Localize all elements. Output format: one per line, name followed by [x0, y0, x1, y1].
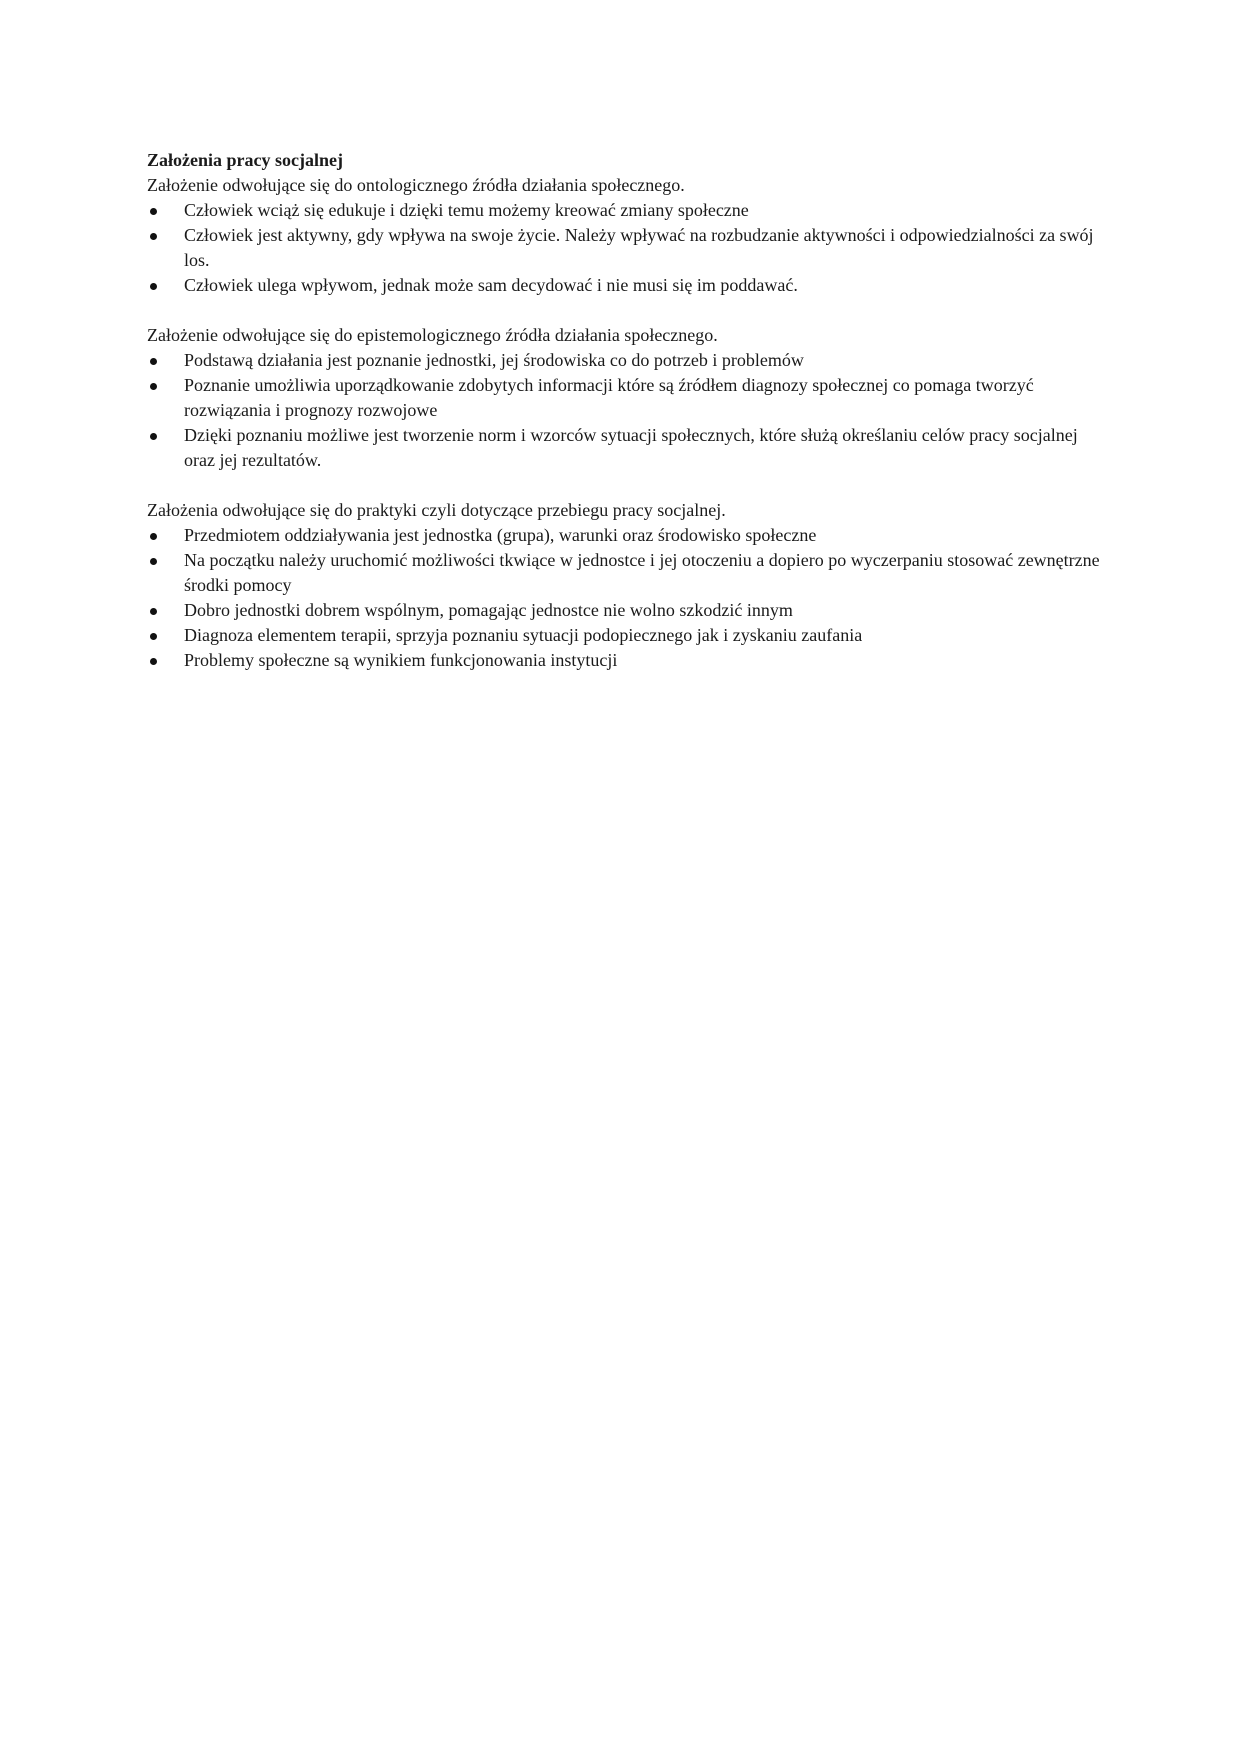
- bullet-icon: [150, 633, 157, 640]
- list-item-text: Człowiek ulega wpływom, jednak może sam decydować i nie musi się im poddawać.: [184, 275, 798, 295]
- list-item-text: Dobro jednostki dobrem wspólnym, pomagając jednostce nie wolno szkodzić innym: [184, 600, 793, 620]
- section-intro: Założenie odwołujące się do ontologicznego źródła działania społecznego.: [147, 175, 685, 195]
- list-item-text: Przedmiotem oddziaływania jest jednostka (grupa), warunki oraz środowisko społeczne: [184, 525, 817, 545]
- list-item-text: Dzięki poznaniu możliwe jest tworzenie norm i wzorców sytuacji społecznych, które służą określaniu celów pracy socjalnej oraz jej rezultatów.: [184, 425, 1078, 470]
- list-item-text: Diagnoza elementem terapii, sprzyja poznaniu sytuacji podopiecznego jak i zyskaniu zaufania: [184, 625, 863, 645]
- bullet-icon: [150, 533, 157, 540]
- list-item: [147, 423, 1107, 473]
- document-page: [147, 148, 1107, 698]
- list-item-text: Problemy społeczne są wynikiem funkcjonowania instytucji: [184, 650, 618, 670]
- list-item: [147, 223, 1107, 273]
- bullet-list: [147, 198, 1107, 298]
- section-epistemological: [147, 323, 1107, 473]
- list-item: [147, 273, 1107, 298]
- document-title: Założenia pracy socjalnej: [147, 150, 343, 170]
- list-item-text: Poznanie umożliwia uporządkowanie zdobytych informacji które są źródłem diagnozy społecznej co pomaga tworzyć rozwiązania i prognozy rozwojowe: [184, 375, 1034, 420]
- list-item: [147, 648, 1107, 673]
- list-item-text: Podstawą działania jest poznanie jednostki, jej środowiska co do potrzeb i problemów: [184, 350, 804, 370]
- bullet-icon: [150, 283, 157, 290]
- bullet-icon: [150, 433, 157, 440]
- bullet-icon: [150, 233, 157, 240]
- list-item-text: Na początku należy uruchomić możliwości tkwiące w jednostce i jej otoczeniu a dopiero po wyczerpaniu stosować zewnętrzne środki pomocy: [184, 550, 1100, 595]
- bullet-icon: [150, 383, 157, 390]
- bullet-icon: [150, 358, 157, 365]
- section-practice: [147, 498, 1107, 673]
- list-item-text: Człowiek jest aktywny, gdy wpływa na swoje życie. Należy wpływać na rozbudzanie aktywności i odpowiedzialności za swój los.: [184, 225, 1094, 270]
- bullet-icon: [150, 658, 157, 665]
- section-intro: Założenia odwołujące się do praktyki czyli dotyczące przebiegu pracy socjalnej.: [147, 500, 726, 520]
- bullet-icon: [150, 608, 157, 615]
- list-item: [147, 623, 1107, 648]
- list-item: [147, 548, 1107, 598]
- list-item: [147, 523, 1107, 548]
- list-item: [147, 598, 1107, 623]
- list-item: [147, 348, 1107, 373]
- list-item-text: Człowiek wciąż się edukuje i dzięki temu możemy kreować zmiany społeczne: [184, 200, 749, 220]
- bullet-list: [147, 348, 1107, 473]
- list-item: [147, 198, 1107, 223]
- bullet-list: [147, 523, 1107, 673]
- section-intro: Założenie odwołujące się do epistemologicznego źródła działania społecznego.: [147, 325, 718, 345]
- bullet-icon: [150, 558, 157, 565]
- list-item: [147, 373, 1107, 423]
- bullet-icon: [150, 208, 157, 215]
- section-ontological: [147, 173, 1107, 298]
